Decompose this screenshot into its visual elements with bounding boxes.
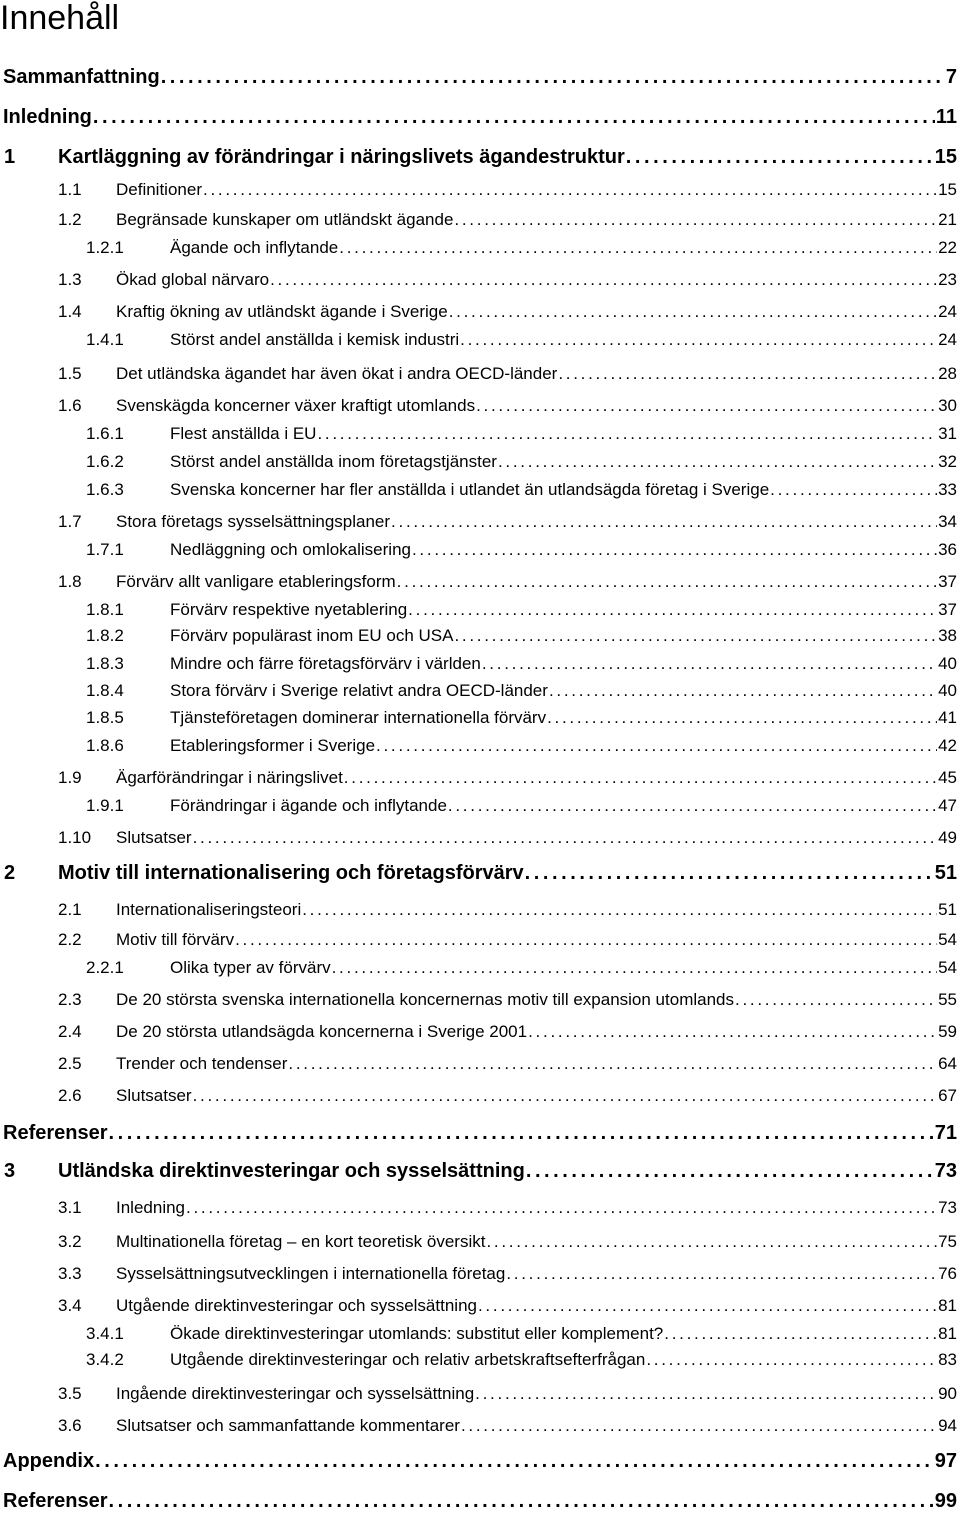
toc-entry-title: Förvärv respektive nyetablering (170, 600, 408, 619)
toc-entry-number: 1.7 (58, 512, 82, 531)
toc-entry-number: 3.2 (58, 1232, 82, 1251)
dot-leader (498, 452, 937, 472)
toc-entry-title: Referenser (3, 1490, 108, 1512)
toc-entry[interactable] (0, 146, 957, 172)
toc-entry[interactable] (0, 330, 957, 356)
dot-leader (186, 1198, 937, 1218)
toc-entry-page: 38 (938, 626, 957, 645)
toc-entry-title: Trender och tendenser (116, 1054, 288, 1073)
toc-entry-page: 28 (938, 364, 957, 383)
toc-entry-page: 40 (938, 654, 957, 673)
toc-entry-page: 59 (938, 1022, 957, 1041)
toc-entry-title: Sysselsättningsutvecklingen i internationella företag (116, 1264, 506, 1283)
dot-leader (547, 708, 937, 728)
toc-entry-page: 30 (938, 396, 957, 415)
toc-entry-number: 3.5 (58, 1384, 82, 1403)
toc-entry[interactable] (0, 270, 957, 296)
toc-entry-number: 1.9.1 (86, 796, 124, 815)
toc-entry[interactable] (0, 1296, 957, 1322)
dot-leader (317, 424, 937, 444)
toc-entry-number: 2.1 (58, 900, 82, 919)
toc-entry-number: 1.8.1 (86, 600, 124, 619)
dot-leader (391, 512, 937, 532)
toc-entry-title: Etableringsformer i Sverige (170, 736, 376, 755)
toc-entry-title: Det utländska ägandet har även ökat i andra OECD-länder (116, 364, 558, 383)
toc-entry-number: 1.7.1 (86, 540, 124, 559)
toc-entry-number: 1.8.3 (86, 654, 124, 673)
toc-entry[interactable] (0, 1160, 957, 1186)
toc-entry-page: 42 (938, 736, 957, 755)
toc-entry-page: 97 (934, 1450, 957, 1472)
toc-entry-number: 1.8.5 (86, 708, 124, 727)
toc-entry-title: Ökade direktinvesteringar utomlands: substitut eller komplement? (170, 1324, 664, 1343)
toc-entry-title: Flest anställda i EU (170, 424, 317, 443)
toc-entry-title: Slutsatser (116, 1086, 192, 1105)
toc-entry[interactable] (0, 512, 957, 538)
toc-entry-page: 32 (938, 452, 957, 471)
toc-entry-title: Svenska koncerner har fler anställda i utlandet än utlandsägda företag i Sverige (170, 480, 770, 499)
toc-entry[interactable] (0, 828, 957, 854)
dot-leader (288, 1054, 937, 1074)
dot-leader (161, 66, 945, 89)
dot-leader (506, 1264, 937, 1284)
toc-entry[interactable] (0, 238, 957, 264)
toc-entry-page: 22 (938, 238, 957, 257)
toc-entry-page: 51 (938, 900, 957, 919)
toc-entry-page: 51 (934, 862, 957, 884)
toc-entry-page: 73 (934, 1160, 957, 1182)
toc-entry[interactable] (0, 1264, 957, 1290)
toc-entry-page: 81 (938, 1324, 957, 1343)
toc-entry-number: 1.8.2 (86, 626, 124, 645)
dot-leader (770, 480, 937, 500)
toc-entry-page: 90 (938, 1384, 957, 1403)
dot-leader (664, 1324, 937, 1344)
toc-entry[interactable] (0, 1384, 957, 1410)
dot-leader (558, 364, 937, 384)
dot-leader (646, 1350, 937, 1370)
toc-entry-title: Tjänsteföretagen dominerar internationella förvärv (170, 708, 547, 727)
toc-entry-title: Ägande och inflytande (170, 238, 339, 257)
toc-entry-page: 99 (934, 1490, 957, 1512)
toc-entry-page: 76 (938, 1264, 957, 1283)
dot-leader (449, 302, 937, 322)
toc-entry[interactable] (0, 1086, 957, 1112)
toc-entry[interactable] (0, 1054, 957, 1080)
toc-entry-page: 75 (938, 1232, 957, 1251)
toc-entry-page: 83 (938, 1350, 957, 1369)
dot-leader (408, 600, 937, 620)
dot-leader (486, 1232, 937, 1252)
toc-entry[interactable] (0, 66, 957, 92)
dot-leader (626, 146, 934, 169)
toc-entry-number: 3.6 (58, 1416, 82, 1435)
toc-entry-page: 64 (938, 1054, 957, 1073)
dot-leader (93, 106, 935, 129)
toc-entry-number: 1.4 (58, 302, 82, 321)
toc-entry-title: Multinationella företag – en kort teoretisk översikt (116, 1232, 486, 1251)
toc-entry[interactable] (0, 626, 957, 652)
toc-entry[interactable] (0, 540, 957, 566)
dot-leader (525, 862, 934, 885)
toc-entry-number: 2 (4, 862, 16, 884)
dot-leader (95, 1450, 934, 1473)
toc-entry-number: 1.6.2 (86, 452, 124, 471)
dot-leader (528, 1022, 937, 1042)
toc-entry-number: 3.4.2 (86, 1350, 124, 1369)
dot-leader (109, 1490, 934, 1513)
toc-entry-page: 67 (938, 1086, 957, 1105)
toc-entry-title: Nedläggning och omlokalisering (170, 540, 411, 559)
toc-entry-number: 1.6.1 (86, 424, 124, 443)
toc-entry-number: 3.4 (58, 1296, 82, 1315)
dot-leader (397, 572, 937, 592)
toc-entry-page: 71 (934, 1122, 957, 1144)
dot-leader (339, 238, 937, 258)
toc-entry-title: Referenser (3, 1122, 108, 1144)
dot-leader (460, 330, 937, 350)
toc-entry[interactable] (0, 862, 957, 888)
toc-entry-title: Förvärv populärast inom EU och USA (170, 626, 454, 645)
toc-entry-title: Kartläggning av förändringar i näringslivets ägandestruktur (58, 146, 625, 168)
toc-entry[interactable] (0, 600, 957, 626)
toc-entry[interactable] (0, 1416, 957, 1442)
toc-entry[interactable] (0, 958, 957, 984)
toc-entry-number: 2.5 (58, 1054, 82, 1073)
toc-entry-page: 33 (938, 480, 957, 499)
toc-entry-title: Inledning (116, 1198, 186, 1217)
dot-leader (193, 1086, 937, 1106)
toc-entry-number: 3.1 (58, 1198, 82, 1217)
toc-entry-page: 81 (938, 1296, 957, 1315)
toc-entry-title: Ingående direktinvesteringar och sysselsättning (116, 1384, 475, 1403)
toc-entry-title: Internationaliseringsteori (116, 900, 302, 919)
toc-entry-page: 11 (935, 106, 957, 128)
toc-entry-title: Motiv till internationalisering och företagsförvärv (58, 862, 524, 884)
toc-entry-page: 24 (938, 302, 957, 321)
dot-leader (344, 768, 937, 788)
toc-entry-number: 1.10 (58, 828, 92, 847)
toc-entry-title: Kraftig ökning av utländskt ägande i Sverige (116, 302, 448, 321)
dot-leader (412, 540, 937, 560)
toc-entry-page: 15 (938, 180, 957, 199)
toc-entry-number: 1.1 (58, 180, 82, 199)
toc-entry-page: 45 (938, 768, 957, 787)
dot-leader (454, 626, 937, 646)
dot-leader (482, 654, 937, 674)
toc-entry-page: 73 (938, 1198, 957, 1217)
toc-entry[interactable] (0, 1198, 957, 1224)
toc-entry-title: Motiv till förvärv (116, 930, 235, 949)
toc-entry-number: 2.6 (58, 1086, 82, 1105)
toc-entry-page: 34 (938, 512, 957, 531)
toc-entry[interactable] (0, 1490, 957, 1516)
toc-entry[interactable] (0, 1122, 957, 1148)
toc-entry-title: De 20 största utlandsägda koncernerna i Sverige 2001 (116, 1022, 528, 1041)
dot-leader (448, 796, 937, 816)
toc-entry-number: 1 (4, 146, 16, 168)
page-title: Innehåll (0, 0, 120, 37)
toc-entry-title: Slutsatser och sammanfattande kommentarer (116, 1416, 460, 1435)
toc-entry-number: 1.4.1 (86, 330, 124, 349)
toc-entry-title: Utländska direktinvesteringar och sysselsättning (58, 1160, 525, 1182)
toc-entry-title: Utgående direktinvesteringar och sysselsättning (116, 1296, 477, 1315)
toc-entry-page: 94 (938, 1416, 957, 1435)
toc-entry[interactable] (0, 990, 957, 1016)
dot-leader (475, 1384, 937, 1404)
toc-entry-number: 1.9 (58, 768, 82, 787)
toc-entry-page: 24 (938, 330, 957, 349)
toc-entry-number: 2.2.1 (86, 958, 124, 977)
toc-entry-page: 41 (938, 708, 957, 727)
toc-entry-title: Störst andel anställda i kemisk industri (170, 330, 460, 349)
toc-entry-number: 2.2 (58, 930, 82, 949)
toc-entry-number: 1.6 (58, 396, 82, 415)
toc-entry-number: 1.2 (58, 210, 82, 229)
toc-entry-number: 1.5 (58, 364, 82, 383)
toc-entry-title: Sammanfattning (3, 66, 160, 88)
dot-leader (476, 396, 937, 416)
dot-leader (376, 736, 937, 756)
toc-entry-page: 31 (938, 424, 957, 443)
toc-entry-title: Appendix (3, 1450, 95, 1472)
toc-entry-page: 7 (945, 66, 957, 88)
toc-entry-number: 1.8.6 (86, 736, 124, 755)
toc-entry[interactable] (0, 364, 957, 390)
toc-entry-page: 23 (938, 270, 957, 289)
toc-entry-number: 1.6.3 (86, 480, 124, 499)
toc-entry[interactable] (0, 796, 957, 822)
dot-leader (203, 180, 937, 200)
toc-entry-title: Störst andel anställda inom företagstjänster (170, 452, 497, 471)
dot-leader (235, 930, 937, 950)
dot-leader (270, 270, 937, 290)
toc-entry-number: 3.4.1 (86, 1324, 124, 1343)
toc-entry-title: Utgående direktinvesteringar och relativ arbetskraftsefterfrågan (170, 1350, 646, 1369)
toc-entry-page: 21 (938, 210, 957, 229)
toc-entry[interactable] (0, 1324, 957, 1350)
toc-entry-title: Definitioner (116, 180, 202, 199)
toc-entry[interactable] (0, 180, 957, 206)
toc-entry-title: Ägarförändringar i näringslivet (116, 768, 343, 787)
toc-entry-page: 37 (938, 600, 957, 619)
dot-leader (193, 828, 937, 848)
toc-entry-number: 2.3 (58, 990, 82, 1009)
toc-entry[interactable] (0, 736, 957, 762)
toc-entry-title: Stora förvärv i Sverige relativt andra OECD-länder (170, 681, 548, 700)
toc-entry-page: 40 (938, 681, 957, 700)
toc-entry[interactable] (0, 106, 957, 132)
toc-entry[interactable] (0, 681, 957, 707)
toc-entry[interactable] (0, 1232, 957, 1258)
toc-entry-title: Slutsatser (116, 828, 192, 847)
toc-entry-number: 2.4 (58, 1022, 82, 1041)
toc-entry[interactable] (0, 1450, 957, 1476)
toc-entry[interactable] (0, 210, 957, 236)
toc-entry-number: 1.2.1 (86, 238, 124, 257)
toc-entry-title: Ökad global närvaro (116, 270, 270, 289)
toc-entry[interactable] (0, 1350, 957, 1376)
toc-entry-title: Olika typer av förvärv (170, 958, 331, 977)
toc-entry-page: 47 (938, 796, 957, 815)
toc-entry-page: 54 (938, 930, 957, 949)
dot-leader (109, 1122, 934, 1145)
toc-entry[interactable] (0, 900, 957, 926)
toc-entry[interactable] (0, 572, 957, 598)
toc-entry-number: 3.3 (58, 1264, 82, 1283)
toc-entry-title: Mindre och färre företagsförvärv i världen (170, 654, 481, 673)
toc-entry-page: 49 (938, 828, 957, 847)
dot-leader (302, 900, 937, 920)
toc-entry[interactable] (0, 452, 957, 478)
toc-entry-page: 55 (938, 990, 957, 1009)
toc-entry-page: 54 (938, 958, 957, 977)
toc-entry-number: 3 (4, 1160, 16, 1182)
toc-entry-title: Stora företags sysselsättningsplaner (116, 512, 391, 531)
toc-entry-number: 1.8.4 (86, 681, 124, 700)
dot-leader (332, 958, 937, 978)
dot-leader (461, 1416, 937, 1436)
toc-entry[interactable] (0, 424, 957, 450)
toc-entry[interactable] (0, 1022, 957, 1048)
toc-entry-title: De 20 största svenska internationella koncernernas motiv till expansion utomlands (116, 990, 734, 1009)
toc-entry[interactable] (0, 302, 957, 328)
dot-leader (549, 681, 937, 701)
toc-entry-page: 37 (938, 572, 957, 591)
toc-entry[interactable] (0, 654, 957, 680)
toc-entry[interactable] (0, 708, 957, 734)
toc-entry[interactable] (0, 930, 957, 956)
toc-entry[interactable] (0, 396, 957, 422)
toc-entry-page: 15 (934, 146, 957, 168)
dot-leader (478, 1296, 937, 1316)
toc-entry-title: Begränsade kunskaper om utländskt ägande (116, 210, 454, 229)
toc-entry-page: 36 (938, 540, 957, 559)
toc-entry-title: Förvärv allt vanligare etableringsform (116, 572, 396, 591)
dot-leader (454, 210, 937, 230)
toc-entry-title: Svenskägda koncerner växer kraftigt utomlands (116, 396, 476, 415)
toc-entry[interactable] (0, 480, 957, 506)
toc-entry-number: 1.8 (58, 572, 82, 591)
toc-entry-title: Inledning (3, 106, 92, 128)
toc-entry-title: Förändringar i ägande och inflytande (170, 796, 447, 815)
dot-leader (735, 990, 937, 1010)
toc-entry-number: 1.3 (58, 270, 82, 289)
dot-leader (526, 1160, 934, 1183)
toc-entry[interactable] (0, 768, 957, 794)
